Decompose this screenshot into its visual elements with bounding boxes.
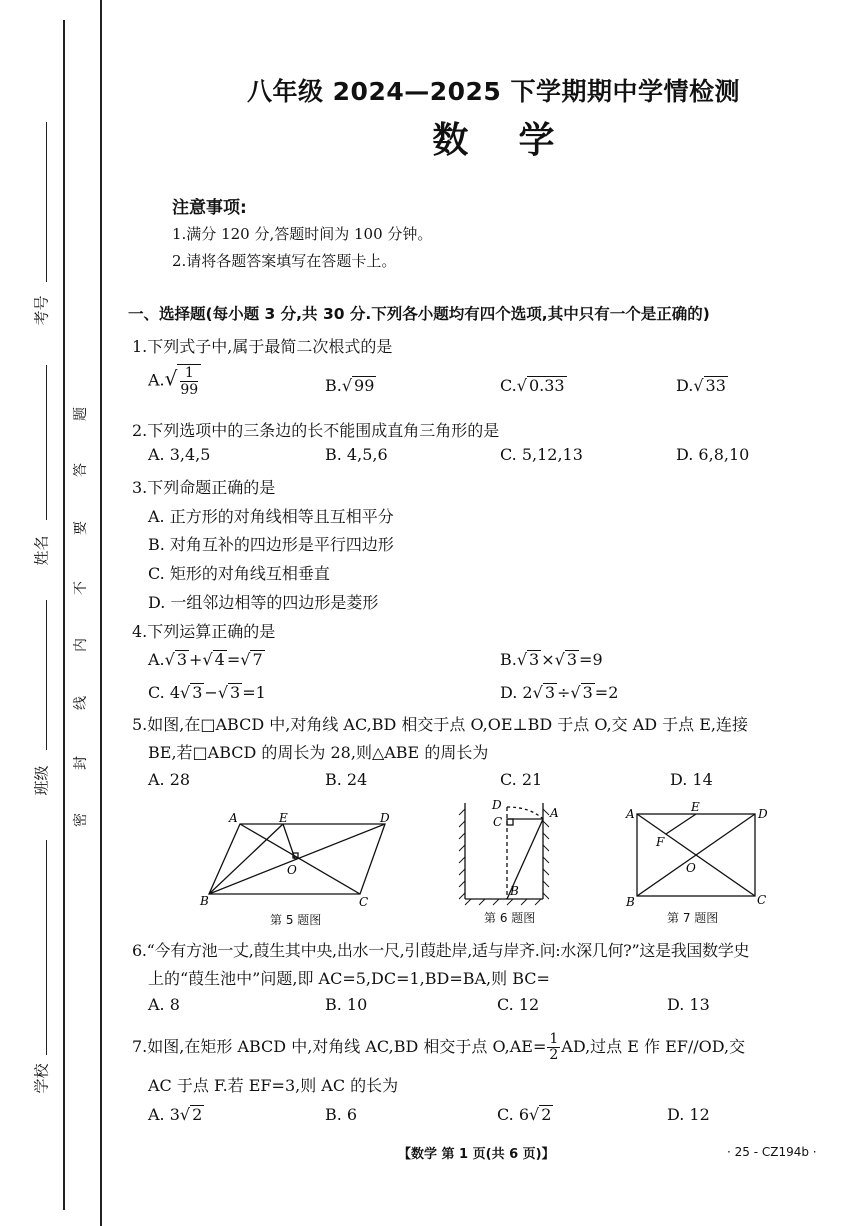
point-label: O <box>287 863 297 877</box>
q3-option-a: A. 正方形的对角线相等且互相平分 <box>148 507 394 526</box>
radicand: 2 <box>541 1105 552 1124</box>
seal-char: 封 <box>73 756 89 770</box>
radicand: 3 <box>192 683 203 702</box>
q3-option-b: B. 对角互补的四边形是平行四边形 <box>148 535 394 554</box>
radicand: 3 <box>582 683 593 702</box>
point-label: A <box>229 811 238 825</box>
q7-text-b: AD,过点 E 作 EF//OD,交 <box>561 1037 746 1056</box>
q1-option-d: D.√ 33 <box>676 376 726 395</box>
q5-option-d: D. 14 <box>670 770 713 789</box>
class-underline <box>46 600 47 750</box>
radicand: 99 <box>354 376 375 395</box>
binding-line-outer <box>63 20 65 1210</box>
radicand: 2 <box>192 1105 203 1124</box>
q5-option-c: C. 21 <box>500 770 543 789</box>
question-5-line-2: BE,若□ABCD 的周长为 28,则△ABE 的周长为 <box>148 743 489 762</box>
option-label: D. 2 <box>500 683 533 702</box>
equals: =9 <box>579 650 603 669</box>
exam-title: 八年级 2024—2025 下学期期中学情检测 <box>246 77 741 106</box>
binding-line-inner <box>100 0 102 1226</box>
radicand: 3 <box>544 683 555 702</box>
q7-option-a: A. 3√ 2 <box>148 1105 203 1124</box>
question-7-line-2: AC 于点 F.若 EF=3,则 AC 的长为 <box>148 1076 399 1095</box>
q2-option-d: D. 6,8,10 <box>676 445 750 464</box>
question-6-line-1: 6.“今有方池一丈,葭生其中央,出水一尺,引葭赴岸,适与岸齐.问:水深几何?”这是我国数学史 <box>132 941 750 960</box>
name-underline <box>46 365 47 520</box>
q4-option-c: C. 4√ 3 −√ 3 =1 <box>148 683 266 702</box>
option-label: C. <box>500 376 517 395</box>
figure-7-caption: 第 7 题图 <box>667 911 719 925</box>
question-5-line-1: 5.如图,在□ABCD 中,对角线 AC,BD 相交于点 O,OE⊥BD 于点 O,交 AD 于点 E,连接 <box>132 715 749 734</box>
figure-6-pond <box>455 795 565 907</box>
class-label: 班级 <box>32 765 51 796</box>
radicand: 3 <box>176 650 188 669</box>
point-label: D <box>380 811 390 825</box>
q6-option-a: A. 8 <box>148 995 180 1014</box>
q2-option-b: B. 4,5,6 <box>325 445 388 464</box>
question-2-stem: 2.下列选项中的三条边的长不能围成直角三角形的是 <box>132 421 500 440</box>
page-indicator: 【数学 第 1 页(共 6 页)】 <box>398 1147 555 1162</box>
point-label: A <box>550 806 559 820</box>
fraction-denominator: 2 <box>549 1047 559 1063</box>
q6-option-c: C. 12 <box>497 995 540 1014</box>
point-label: E <box>691 800 700 814</box>
figure-7-rectangle <box>620 800 780 908</box>
point-label: B <box>626 895 635 908</box>
option-label: A. <box>148 370 165 390</box>
exam-no-underline <box>46 122 47 282</box>
q5-option-b: B. 24 <box>325 770 368 789</box>
seal-char: 题 <box>73 407 89 421</box>
point-label: F <box>656 835 665 849</box>
point-label: O <box>686 861 696 875</box>
point-label: D <box>758 807 768 821</box>
point-label: D <box>492 798 502 812</box>
operator: ÷ <box>557 683 571 702</box>
fraction-denominator: 99 <box>180 382 199 398</box>
q2-option-c: C. 5,12,13 <box>500 445 583 464</box>
fraction-numerator: 1 <box>549 1031 559 1047</box>
name-label: 姓名 <box>32 535 51 566</box>
q7-option-c: C. 6√ 2 <box>497 1105 552 1124</box>
point-label: E <box>279 811 288 825</box>
q1-option-a: A.√ $\frac{1}{99}$ <box>148 364 201 398</box>
fraction-numerator: 1 <box>180 365 198 382</box>
point-label: C <box>493 815 503 829</box>
radicand: 3 <box>529 650 540 669</box>
q4-option-b: B.√ 3 ×√ 3 =9 <box>500 650 603 669</box>
exam-no-label: 考号 <box>32 295 51 326</box>
point-label: C <box>757 893 767 907</box>
figure-5-parallelogram <box>195 808 405 908</box>
notes-heading: 注意事项: <box>172 198 247 218</box>
q7-text-a: 7.如图,在矩形 ABCD 中,对角线 AC,BD 相交于点 O,AE= <box>132 1037 547 1056</box>
q4-option-a: A.√ 3 +√ 4 =√ 7 <box>148 650 263 669</box>
figure-6-caption: 第 6 题图 <box>484 911 536 925</box>
q5-option-a: A. 28 <box>148 770 191 789</box>
radicand: 4 <box>214 650 225 669</box>
notes-item: 2.请将各题答案填写在答题卡上。 <box>172 252 397 270</box>
option-label: B. <box>325 376 342 395</box>
q4-option-d: D. 2√ 3 ÷√ 3 =2 <box>500 683 619 702</box>
seal-char: 答 <box>73 463 89 477</box>
seal-char: 密 <box>73 813 89 827</box>
option-label: B. <box>500 650 517 669</box>
option-label: A. <box>148 650 165 669</box>
question-4-stem: 4.下列运算正确的是 <box>132 622 276 641</box>
question-7-line-1 <box>132 1032 745 1063</box>
q1-option-b: B.√ 99 <box>325 376 375 395</box>
point-label: B <box>510 884 519 898</box>
option-label: D. <box>676 376 694 395</box>
q3-option-d: D. 一组邻边相等的四边形是菱形 <box>148 593 379 612</box>
q7-option-b: B. 6 <box>325 1105 358 1124</box>
q6-option-b: B. 10 <box>325 995 368 1014</box>
q7-option-d: D. 12 <box>667 1105 710 1124</box>
seal-char: 不 <box>73 581 89 595</box>
notes-item: 1.满分 120 分,答题时间为 100 分钟。 <box>172 225 433 243</box>
equals: =1 <box>242 683 266 702</box>
q6-option-d: D. 13 <box>667 995 710 1014</box>
option-label: C. 6 <box>497 1105 530 1124</box>
equals: =2 <box>594 683 619 702</box>
option-label: A. 3 <box>148 1105 180 1124</box>
subject-title: 数 学 <box>432 120 555 161</box>
section-heading: 一、选择题(每小题 3 分,共 30 分.下列各小题均有四个选项,其中只有一个是正确的) <box>128 305 710 323</box>
radicand: 3 <box>230 683 241 702</box>
question-3-stem: 3.下列命题正确的是 <box>132 478 276 497</box>
point-label: C <box>359 895 369 908</box>
q2-option-a: A. 3,4,5 <box>148 445 211 464</box>
figure-5-caption: 第 5 题图 <box>270 913 322 927</box>
option-label: C. 4 <box>148 683 181 702</box>
point-label: A <box>626 807 635 821</box>
exam-code: · 25 - CZ194b · <box>727 1145 817 1159</box>
seal-char: 要 <box>73 521 89 535</box>
operator: − <box>204 683 218 702</box>
operator: × <box>541 650 555 669</box>
point-label: B <box>200 894 209 908</box>
seal-char: 线 <box>73 696 89 710</box>
question-1-stem: 1.下列式子中,属于最简二次根式的是 <box>132 337 393 356</box>
seal-char: 内 <box>73 638 89 652</box>
q3-option-c: C. 矩形的对角线互相垂直 <box>148 564 330 583</box>
equals: = <box>226 650 241 669</box>
radicand: 0.33 <box>528 376 565 395</box>
q1-option-c: C.√ 0.33 <box>500 376 565 395</box>
radicand: 33 <box>705 376 726 395</box>
radicand: 3 <box>566 650 578 669</box>
operator: + <box>189 650 203 669</box>
school-underline <box>46 840 47 1055</box>
question-6-line-2: 上的“葭生池中”问题,即 AC=5,DC=1,BD=BA,则 BC= <box>148 969 550 988</box>
school-label: 学校 <box>32 1063 51 1094</box>
radicand: 7 <box>252 650 263 669</box>
